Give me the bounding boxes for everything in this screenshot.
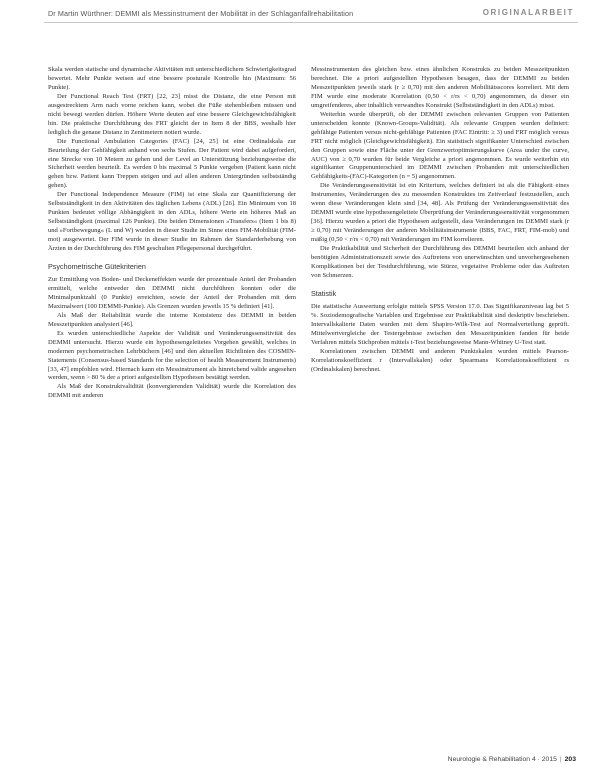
footer-separator: |	[559, 756, 562, 763]
paragraph: Als Maß der Konstruktvalidität (konvergierenden Validität) wurde die Korrelation des DEMMI mit anderen	[48, 383, 296, 400]
paragraph: Messinstrumenten des gleichen bzw. eines ähnlichen Konstrukts zu beiden Messzeitpunkten berechnet. Die a priori aufgestellten Hypothesen besagen, dass der DEMMI zu beiden Messzeitpunkten jeweils stark (r ≥ 0,70) mit den anderen Mobilitätsscores korreliert. Mit dem FIM wurde eine moderate Korrelation (0,50 < r/rs < 0,70) angenommen, da dieser ein umgreifenderes, aber inhaltlich verwandtes Konstrukt (Selbstständigkeit in den ADLs) misst.	[311, 66, 569, 109]
paragraph: Als Maß der Reliabilität wurde die interne Konsistenz des DEMMI in beiden Messzeitpunkten analysiert [46].	[48, 311, 296, 328]
right-column	[311, 66, 569, 374]
paragraph: Weiterhin wurde überprüft, ob der DEMMI zwischen relevanten Gruppen von Patienten unterscheiden konnte (Known-Groups-Validität). Als relevante Gruppen wurden definiert: gehfähige Patienten versus nicht-gehfähige Patienten (FAC Eintritt: ≥ 3) und FRT möglich versus FRT nicht möglich (Gleichgewichtsfähigkeit). Ein statistisch signifikanter Unterschied zwischen den Gruppen sowie eine Fläche unter der Grenzwertoptimierungskurve (Area under the curve, AUC) von ≥ 0,70 wurden für beide Vergleiche a priori angenommen. Es wurde weiterhin ein signifikanter Gruppenunterschied im DEMMI zwischen Probanden mit unterschiedlichen Gehfähigkeits-(FAC)-Kategorien (n = 5) angenommen.	[311, 110, 569, 181]
paragraph: Zur Ermittlung von Boden- und Deckeneffekten wurde der prozentuale Anteil der Probanden ermittelt, welche entweder den DEMMI nicht durchführen konnten oder die Minimalpunktzahl (0 Punkte) erreichten, sowie der Anteil der Probanden mit dem Maximalwert (100 DEMMI-Punkte). Als Grenzen wurden jeweils 15 % definiert [41].	[48, 275, 296, 310]
paragraph: Die Veränderungssensitivität ist ein Kriterium, welches definiert ist als die Fähigkeit eines Instrumentes, Veränderungen des zu messenden Konstruktes im Zeitverlauf festzustellen, auch wenn diese Veränderungen klein sind [34, 48]. Als Prüfung der Veränderungssensitivität des DEMMI wurde eine hypothesengeleitete Überprüfung der Veränderungssensitivität vorgenommen [36]. Hierzu wurden a priori die Hypothesen aufgestellt, dass Veränderungen im DEMMI stark (r ≥ 0,70) mit Veränderungen der anderen Mobilitätsinstrumente (BBS, FAC, FRT, FIM-mob) und mäßig (0,50 < r/rs < 0,70) mit Veränderungen im FIM korrelieren.	[311, 182, 569, 244]
page-header	[0, 0, 600, 22]
section-heading: Statistik	[311, 288, 337, 298]
page-footer	[448, 756, 576, 763]
paragraph: Die Functional Ambulation Categories (FAC) [24, 25] ist eine Ordinalskala zur Beurteilung der Gehfähigkeit anhand von sechs Stufen. Der Patient wird dabei aufgefordert, eine Strecke von 10 Metern zu gehen und der Level an Unterstützung beziehungsweise die Sicherheit werden beurteilt. Es werden 0 bis maximal 5 Punkte vergeben (Patient kann nicht gehen bzw. Patient kann Treppen steigen und auf allen anderen Untergründen selbstständig gehen).	[48, 137, 296, 190]
left-column	[48, 66, 296, 401]
page-number: 203	[564, 756, 576, 763]
section-heading: Psychometrische Gütekriterien	[48, 262, 146, 272]
paragraph: Der Functional Independence Measure (FIM) ist eine Skala zur Quantifizierung der Selbstständigkeit in den Aktivitäten des täglichen Lebens (ADL) [26]. Ein Minimum von 18 Punkten bedeutet völlige Abhängigkeit in den ADLs, höhere Werte ein höheres Maß an Selbstständigkeit (maximal 126 Punkte). Die beiden Dimensionen »Transfers« (Item 1 bis 8) und »Fortbewegung« (L und W) wurden in dieser Studie im Sinne eines FIM-Mobilität (FIM-mot) ausgewertet. Der FIM wurde in dieser Studie im Rahmen der Standarderhebung von Ärzten in der Durchführung des FIM geschulten Pflegepersonal durchgeführt.	[48, 191, 296, 253]
header-rule	[44, 22, 578, 23]
paragraph: Die statistische Auswertung erfolgte mittels SPSS Version 17.0. Das Signifikanzniveau lag bei 5 %. Soziodemografische Variablen und Ergebnisse zur Praktikabilität sind deskriptiv beschrieben. Intervallskalierte Daten wurden mit dem Shapiro-Wilk-Test auf Normalverteilung geprüft. Mittelwertvergleiche der Testergebnisse zwischen den Messzeitpunkten fanden für beide Verfahren mittels Stichproben mittels t-Test beziehungsweise Mann-Whitney U-Test statt.	[311, 302, 569, 346]
paragraph: Der Functional Reach Test (FRT) [22, 23] misst die Distanz, die eine Person mit ausgestrecktem Arm nach vorne reichen kann, wobei die Füße stehenbleiben müssen und nicht bewegt werden dürfen. Höhere Werte deuten auf eine bessere Gleichgewichtsfähigkeit hin. Die praktische Durchführung des FRT gleicht der in Item 8 der BBS, weshalb hier lediglich die genaue Distanz in Zentimetern notiert wurde.	[48, 92, 296, 136]
paragraph: Korrelationen zwischen DEMMI und anderen Punktskalen wurden mittels Pearson-Korrelationskoeffizient r (Intervallskalen) oder Spearmans Korrelationskoeffizient rs (Ordinalskalen) berechnet.	[311, 347, 569, 373]
issue-label: 4 · 2015	[531, 756, 557, 763]
section-label: ORIGINALARBEIT	[482, 8, 574, 17]
journal-name: Neurologie & Rehabilitation	[447, 756, 531, 763]
running-title: Dr Martin Würthner: DEMMI als Messinstrument der Mobilität in der Schlaganfallrehabilitation	[48, 9, 354, 18]
paragraph: Die Praktikabilität und Sicherheit der Durchführung des DEMMI beurteilen sich anhand der benötigten Administrationszeit sowie des Auftretens von unerwünschten und unvorhergesehenen Komplikationen bei der Testdurchführung, wie Stürze, vegetative Probleme oder das Auftreten von Schmerzen.	[311, 245, 569, 279]
paragraph: Es wurden unterschiedliche Aspekte der Validität und Veränderungssensitivität des DEMMI untersucht. Hierzu wurde ein hypothesengeleitetes Vorgehen gewählt, welches in modernen psychometrischen Lehrbüchern [46] und den aktuellen Richtlinien des COSMIN-Statements (Consensus-based Standards for the selection of health Measurement Instruments) [33, 47] empfohlen wird. Hiernach kann ein Messinstrument als hinreichend valide angesehen werden, wenn > 80 % der a priori aufgestellten Hypothesen bestätigt werden.	[48, 329, 296, 382]
paragraph: Skala werden statische und dynamische Aktivitäten mit unterschiedlichem Schwierigkeitsgrad bewertet. Mehr Punkte weisen auf eine bessere posturale Kontrolle hin (Maximum: 56 Punkte).	[48, 66, 296, 91]
